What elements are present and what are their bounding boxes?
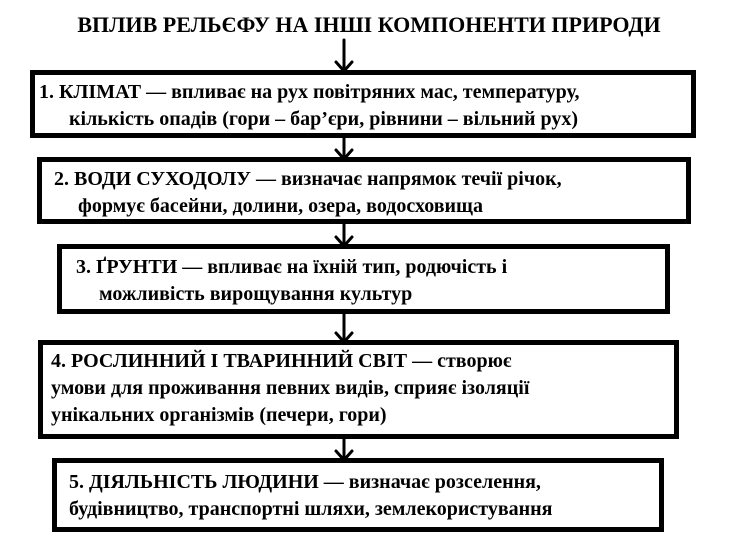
box-flora-fauna-line-1: 4. РОСЛИННИЙ І ТВАРИННИЙ СВІТ — створює (51, 350, 512, 372)
arrow-climate-to-waters (336, 136, 352, 159)
box-inland-waters-line-2: формує басейни, долини, озера, водосховища (78, 195, 483, 217)
box-climate-line-1: 1. КЛІМАТ — впливає на рух повітряних мас, температуру, (39, 81, 580, 103)
box-inland-waters-line-1: 2. ВОДИ СУХОДОЛУ — визначає напрямок течії річок, (54, 168, 562, 190)
arrow-waters-to-soils (336, 223, 352, 246)
box-human-activity (52, 458, 664, 532)
box-inland-waters (37, 157, 691, 224)
box-soils-line-2: можливість вирощування культур (99, 283, 413, 305)
box-flora-fauna-line-3: унікальних організмів (печери, гори) (51, 404, 387, 426)
box-climate (30, 70, 696, 138)
box-soils (57, 244, 670, 314)
box-human-activity-line-2: будівництво, транспортні шляхи, землекористування (69, 498, 553, 520)
box-climate-line-2: кількість опадів (гори – бар’єри, рівнини – вільний рух) (69, 108, 579, 130)
diagram-title: ВПЛИВ РЕЛЬЄФУ НА ІНШІ КОМПОНЕНТИ ПРИРОДИ (77, 12, 661, 37)
arrow-soils-to-flora-fauna (336, 314, 352, 342)
box-human-activity-line-1: 5. ДІЯЛЬНІСТЬ ЛЮДИНИ — визначає розселення, (69, 471, 541, 493)
box-flora-fauna (38, 340, 679, 439)
box-soils-line-1: 3. ҐРУНТИ — впливає на їхній тип, родючість і (76, 256, 508, 278)
arrow-title-to-climate (336, 40, 352, 71)
box-flora-fauna-line-2: умови для проживання певних видів, сприяє ізоляції (51, 377, 530, 399)
arrow-flora-fauna-to-human (336, 438, 352, 460)
